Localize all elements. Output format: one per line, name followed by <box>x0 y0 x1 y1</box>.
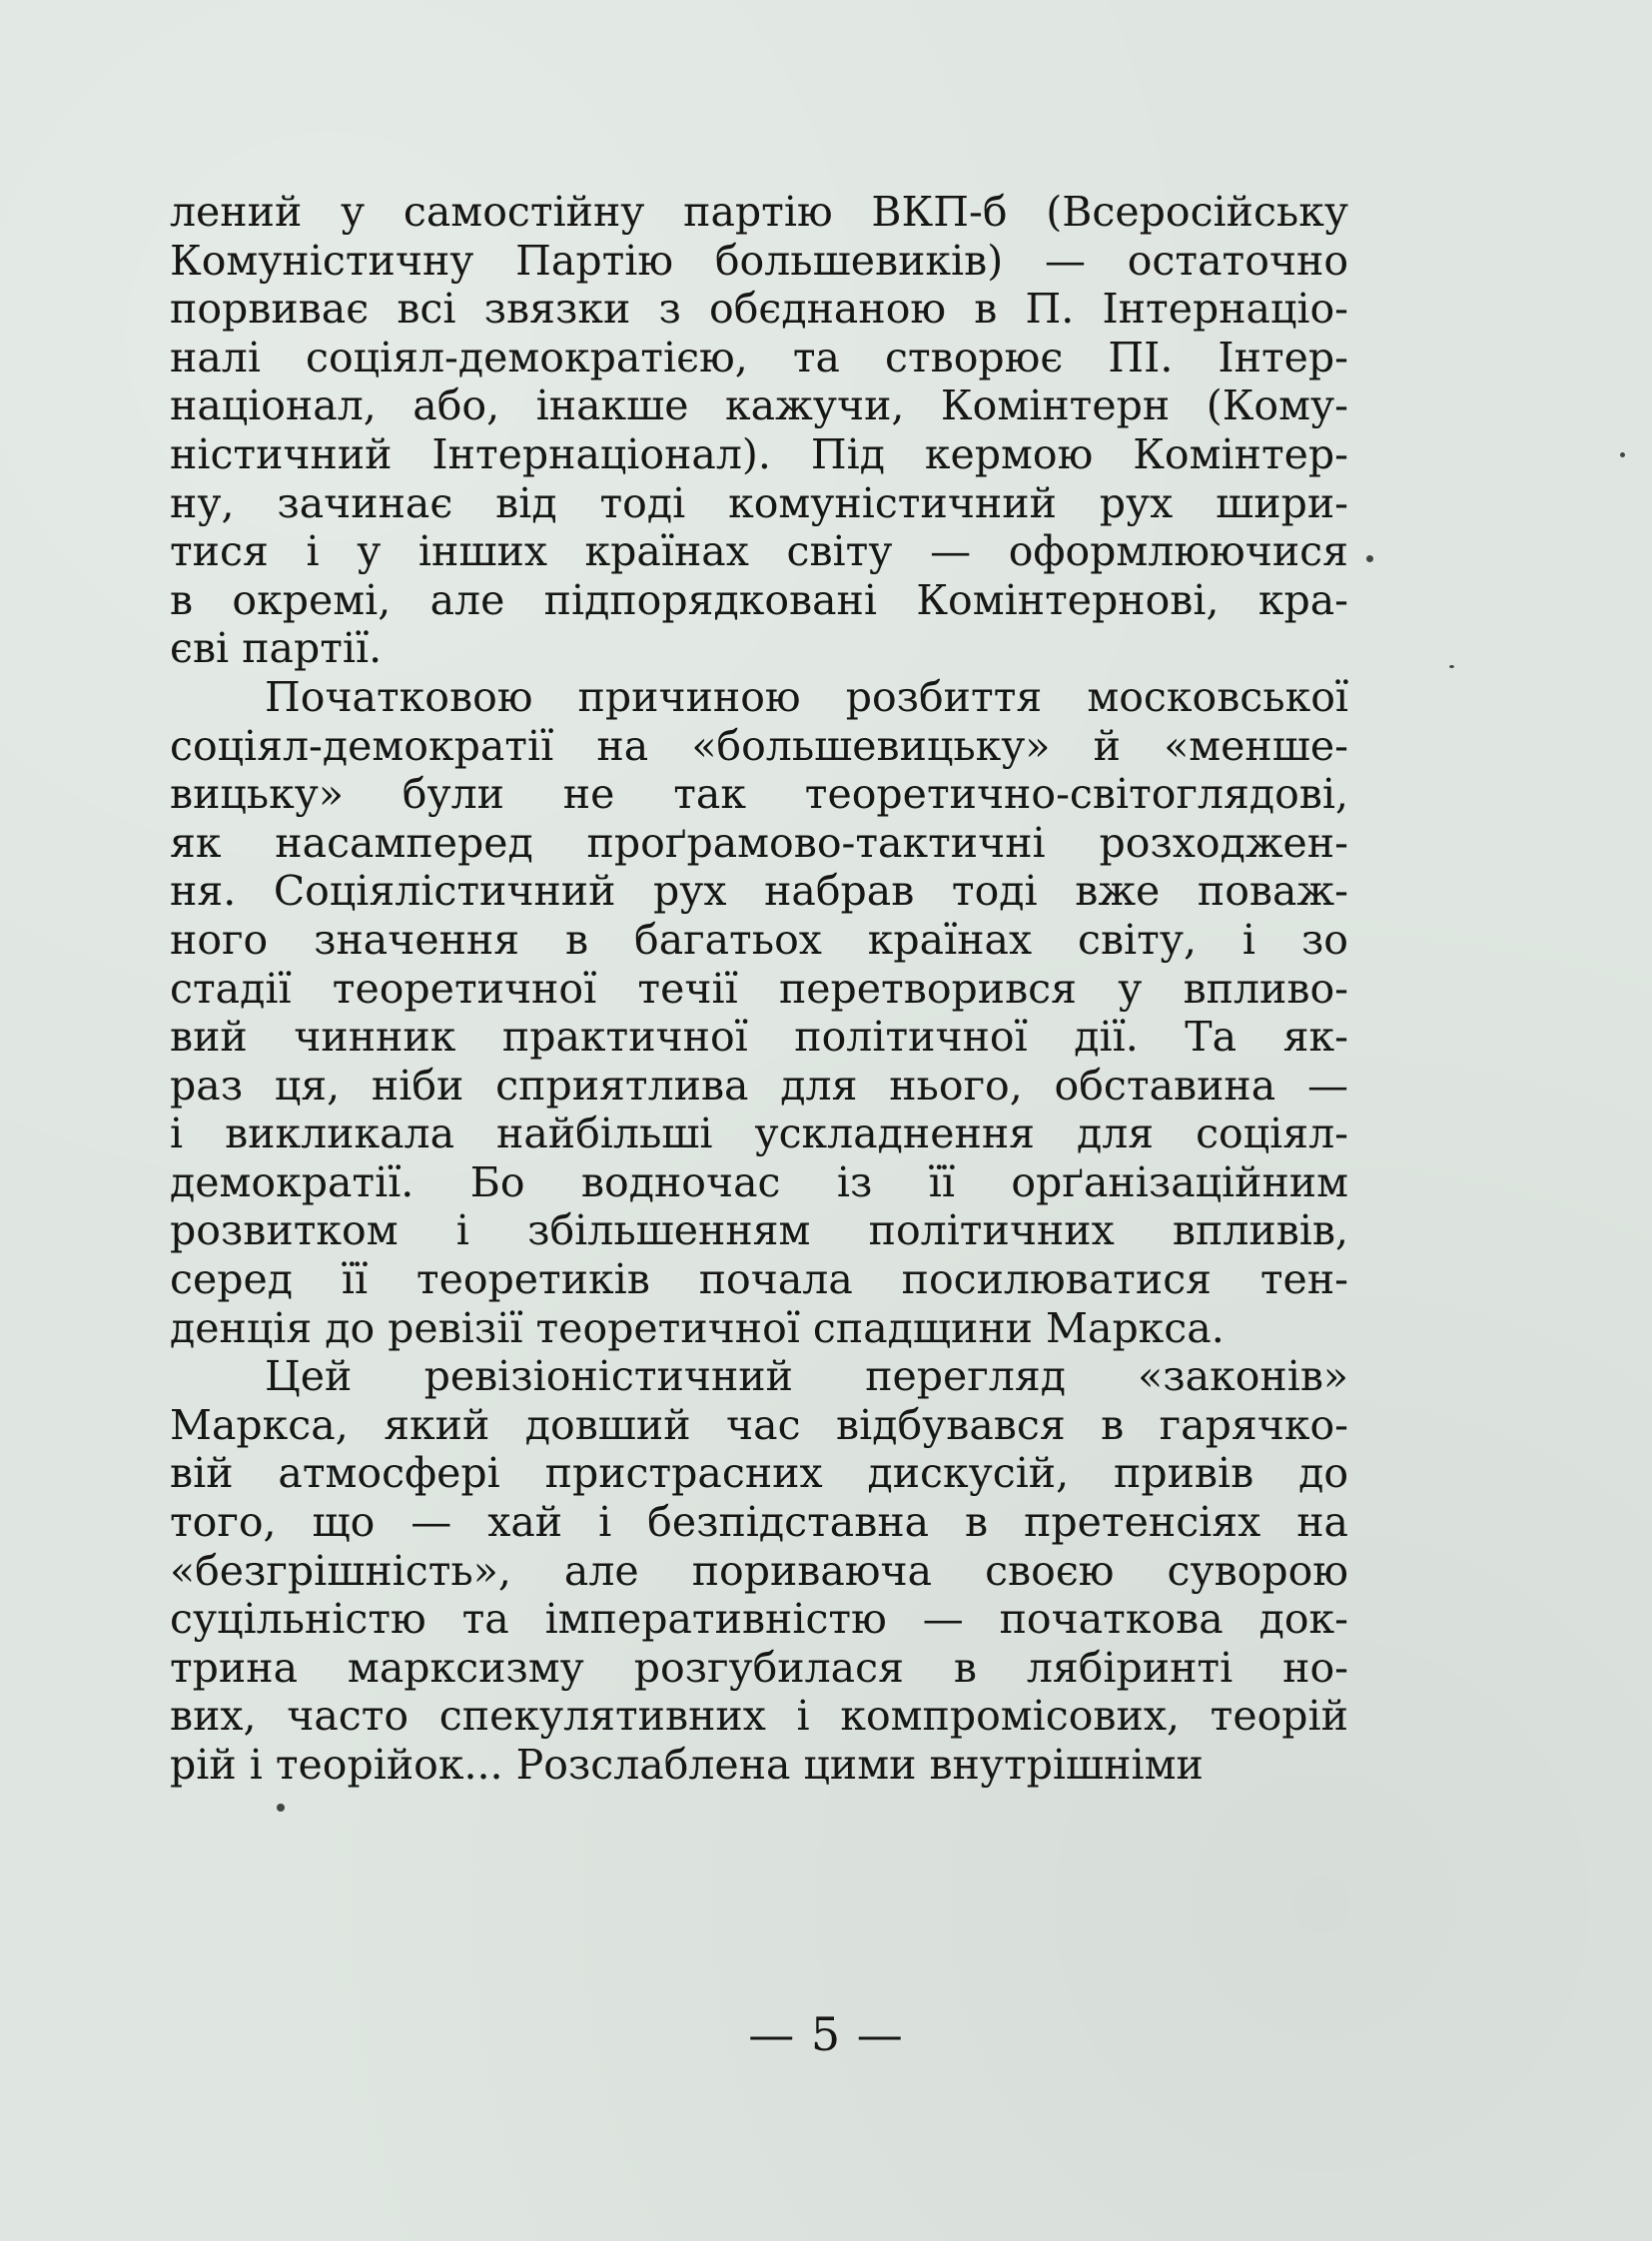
text-line: раз ця, ніби сприятлива для нього, обставина — <box>170 1061 1348 1110</box>
text-line: тися і у інших країнах світу — оформлюючися <box>170 527 1348 576</box>
text-line: налі соціял-демократією, та створює ПІ. Інтер- <box>170 333 1348 381</box>
text-line: стадії теоретичної течії перетворився у впливо- <box>170 964 1348 1013</box>
text-line: єві партії. <box>170 624 383 673</box>
text-line: Початковою причиною розбиття московської <box>265 672 1348 721</box>
text-line: Цей ревізіоністичний перегляд «законів» <box>265 1352 1348 1401</box>
text-line: серед її теоретиків почала посилюватися тен- <box>170 1255 1348 1304</box>
scan-speck <box>1449 665 1454 668</box>
text-line: демократії. Бо водночас із її орґанізаційним <box>170 1157 1348 1206</box>
text-line: денція до ревізії теоретичної спадщини Маркса. <box>170 1303 1225 1352</box>
text-line: націонал, або, інакше кажучи, Комінтерн (Кому- <box>170 381 1348 430</box>
page-number: — 5 — <box>748 2007 904 2061</box>
text-line: соціял-демократії на «большевицьку» й «менше- <box>170 721 1348 770</box>
text-line: ного значення в багатьох країнах світу, і зо <box>170 915 1348 964</box>
body-text <box>170 188 1348 1790</box>
text-line: вій атмосфері пристрасних дискусій, привів до <box>170 1449 1348 1498</box>
text-line: вицьку» були не так теоретично-світоглядові, <box>170 770 1348 819</box>
text-line: того, що — хай і безпідставна в претенсіях на <box>170 1498 1348 1547</box>
scan-speck <box>1620 452 1625 457</box>
scan-speck <box>1366 555 1373 562</box>
text-line: як насамперед проґрамово-тактичні розходжен- <box>170 818 1348 867</box>
text-line: трина марксизму розгубилася в лябіринті но- <box>170 1643 1348 1692</box>
text-line: «безгрішність», але пориваюча своєю суворою <box>170 1546 1348 1595</box>
text-line: і викликала найбільші ускладнення для соціял- <box>170 1110 1348 1158</box>
text-line: Маркса, який довший час відбувався в гарячко- <box>170 1400 1348 1449</box>
text-line: лений у самостійну партію ВКП-б (Всеросійську <box>170 188 1348 236</box>
text-line: рій і теорійок... Розслаблена цими внутрішніми <box>170 1741 1204 1789</box>
text-line: Комуністичну Партію большевиків) — остаточно <box>170 236 1348 285</box>
scan-speck <box>277 1804 285 1812</box>
text-line: ну, зачинає від тоді комуністичний рух шири- <box>170 478 1348 527</box>
text-line: ністичний Інтернаціонал). Під кермою Комінтер- <box>170 429 1348 478</box>
text-line: в окремі, але підпорядковані Комінтернові, кра- <box>170 575 1348 624</box>
text-line: суцільністю та імперативністю — початкова док- <box>170 1595 1348 1644</box>
text-line: порвиває всі звязки з обєднаною в П. Інтернаціо- <box>170 285 1348 334</box>
text-line: вий чинник практичної політичної дії. Та як- <box>170 1013 1348 1062</box>
text-line: вих, часто спекулятивних і компромісових, теорій <box>170 1692 1348 1741</box>
text-line: розвитком і збільшенням політичних впливів, <box>170 1206 1348 1255</box>
text-line: ня. Соціялістичний рух набрав тоді вже поваж- <box>170 867 1348 916</box>
